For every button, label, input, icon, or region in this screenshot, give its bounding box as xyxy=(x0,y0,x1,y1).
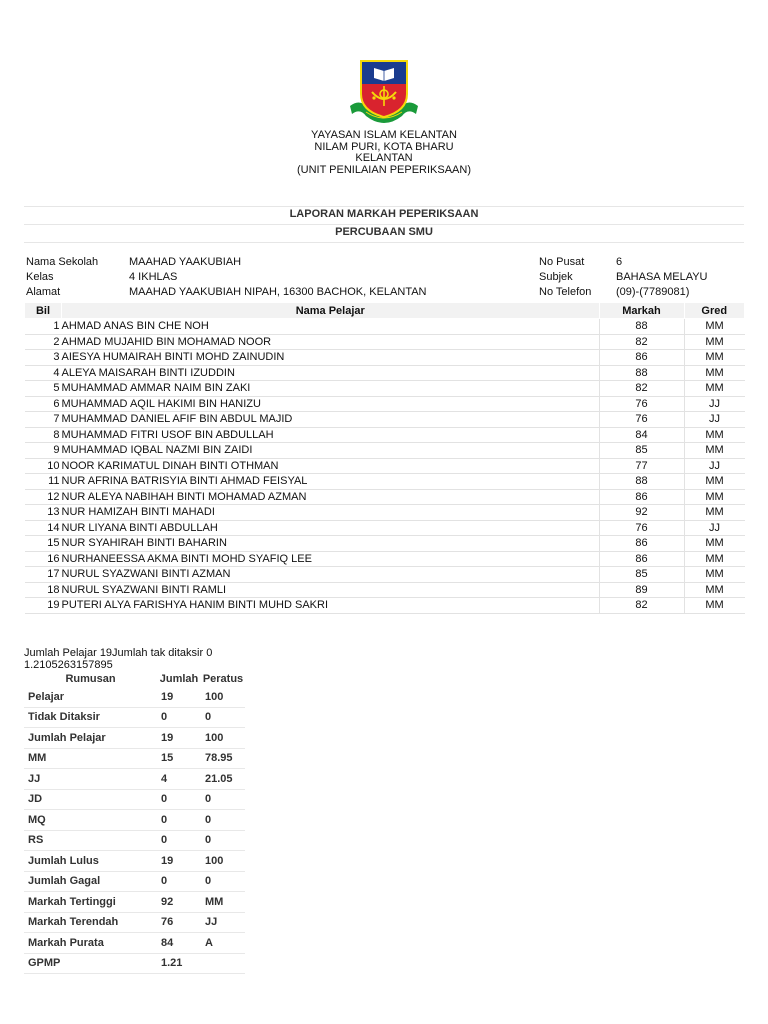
rumusan-peratus: 0 xyxy=(201,871,245,892)
student-markah: 76 xyxy=(599,396,684,412)
rumusan-peratus: MM xyxy=(201,892,245,913)
student-markah: 76 xyxy=(599,520,684,536)
table-header-row xyxy=(24,671,245,687)
student-markah: 82 xyxy=(599,334,684,350)
divider xyxy=(24,224,744,225)
table-row xyxy=(25,505,745,521)
kelas-label: Kelas xyxy=(26,271,54,283)
rumusan-peratus: 100 xyxy=(201,687,245,707)
student-name: NUR AFRINA BATRISYIA BINTI AHMAD FEISYAL xyxy=(62,474,600,490)
summary-line-1: Jumlah Pelajar 19Jumlah tak ditaksir 0 xyxy=(24,647,213,659)
student-bil: 19 xyxy=(25,598,62,614)
table-row xyxy=(24,769,245,790)
student-markah: 85 xyxy=(599,443,684,459)
column-header-gred: Gred xyxy=(684,303,745,319)
student-markah: 77 xyxy=(599,458,684,474)
student-gred: MM xyxy=(684,350,745,366)
table-row xyxy=(25,474,745,490)
rumusan-peratus: 0 xyxy=(201,789,245,810)
table-row xyxy=(24,789,245,810)
student-markah: 86 xyxy=(599,536,684,552)
divider xyxy=(24,242,744,243)
student-bil: 17 xyxy=(25,567,62,583)
org-name: YAYASAN ISLAM KELANTAN xyxy=(311,129,457,141)
student-name: MUHAMMAD IQBAL NAZMI BIN ZAIDI xyxy=(62,443,600,459)
student-bil: 1 xyxy=(25,319,62,335)
no-telefon-label: No Telefon xyxy=(539,286,592,298)
table-row xyxy=(24,687,245,707)
rumusan-label: JJ xyxy=(24,769,157,790)
student-gred: MM xyxy=(684,474,745,490)
student-markah: 82 xyxy=(599,598,684,614)
rumusan-jumlah: 92 xyxy=(157,892,201,913)
column-header-nama: Nama Pelajar xyxy=(62,303,600,319)
table-row xyxy=(24,830,245,851)
table-row xyxy=(25,365,745,381)
rumusan-peratus: JJ xyxy=(201,912,245,933)
rumusan-label: Jumlah Lulus xyxy=(24,851,157,872)
student-bil: 18 xyxy=(25,582,62,598)
nama-sekolah-label: Nama Sekolah xyxy=(26,256,99,268)
student-name: NURUL SYAZWANI BINTI RAMLI xyxy=(62,582,600,598)
student-bil: 12 xyxy=(25,489,62,505)
table-row xyxy=(24,953,245,974)
rumusan-label: JD xyxy=(24,789,157,810)
organization-header xyxy=(0,130,768,176)
student-markah: 86 xyxy=(599,489,684,505)
student-markah: 84 xyxy=(599,427,684,443)
student-name: AHMAD MUJAHID BIN MOHAMAD NOOR xyxy=(62,334,600,350)
rumusan-peratus: A xyxy=(201,933,245,954)
student-markah: 88 xyxy=(599,365,684,381)
student-name: NURUL SYAZWANI BINTI AZMAN xyxy=(62,567,600,583)
student-marks-table xyxy=(24,302,745,614)
kelas-value: 4 IKHLAS xyxy=(129,271,178,283)
student-markah: 89 xyxy=(599,582,684,598)
rumusan-jumlah: 76 xyxy=(157,912,201,933)
student-markah: 88 xyxy=(599,474,684,490)
rumusan-label: GPMP xyxy=(24,953,157,974)
report-title: LAPORAN MARKAH PEPERIKSAAN xyxy=(289,208,479,220)
student-markah: 86 xyxy=(599,551,684,567)
no-telefon-value: (09)-(7789081) xyxy=(616,286,690,298)
table-row xyxy=(25,551,745,567)
student-markah: 92 xyxy=(599,505,684,521)
rumusan-jumlah: 0 xyxy=(157,871,201,892)
rumusan-label: MM xyxy=(24,748,157,769)
student-markah: 85 xyxy=(599,567,684,583)
rumusan-jumlah: 19 xyxy=(157,728,201,749)
column-header-jumlah: Jumlah xyxy=(157,671,201,687)
rumusan-jumlah: 4 xyxy=(157,769,201,790)
student-markah: 86 xyxy=(599,350,684,366)
student-name: NUR SYAHIRAH BINTI BAHARIN xyxy=(62,536,600,552)
student-name: ALEYA MAISARAH BINTI IZUDDIN xyxy=(62,365,600,381)
org-address: NILAM PURI, KOTA BHARU xyxy=(314,140,454,153)
student-gred: MM xyxy=(684,365,745,381)
rumusan-peratus: 21.05 xyxy=(201,769,245,790)
table-row xyxy=(25,427,745,443)
rumusan-peratus: 78.95 xyxy=(201,748,245,769)
table-row xyxy=(25,567,745,583)
rumusan-jumlah: 84 xyxy=(157,933,201,954)
rumusan-peratus: 100 xyxy=(201,851,245,872)
divider xyxy=(24,206,744,207)
table-row xyxy=(25,319,745,335)
column-header-markah: Markah xyxy=(599,303,684,319)
student-name: NUR ALEYA NABIHAH BINTI MOHAMAD AZMAN xyxy=(62,489,600,505)
student-gred: MM xyxy=(684,551,745,567)
student-gred: MM xyxy=(684,536,745,552)
student-bil: 10 xyxy=(25,458,62,474)
student-bil: 3 xyxy=(25,350,62,366)
student-name: NUR LIYANA BINTI ABDULLAH xyxy=(62,520,600,536)
rumusan-label: Markah Tertinggi xyxy=(24,892,157,913)
rumusan-peratus xyxy=(201,953,245,974)
no-pusat-value: 6 xyxy=(616,256,623,268)
student-bil: 9 xyxy=(25,443,62,459)
student-gred: MM xyxy=(684,334,745,350)
rumusan-jumlah: 19 xyxy=(157,687,201,707)
student-gred: MM xyxy=(684,489,745,505)
student-name: MUHAMMAD FITRI USOF BIN ABDULLAH xyxy=(62,427,600,443)
subjek-value: BAHASA MELAYU xyxy=(616,271,708,283)
student-bil: 7 xyxy=(25,412,62,428)
student-bil: 16 xyxy=(25,551,62,567)
rumusan-peratus: 100 xyxy=(201,728,245,749)
table-row xyxy=(24,728,245,749)
student-name: MUHAMMAD AMMAR NAIM BIN ZAKI xyxy=(62,381,600,397)
student-gred: JJ xyxy=(684,458,745,474)
table-row xyxy=(24,851,245,872)
student-gred: JJ xyxy=(684,520,745,536)
table-row xyxy=(24,707,245,728)
rumusan-jumlah: 0 xyxy=(157,830,201,851)
no-pusat-label: No Pusat xyxy=(539,256,585,268)
table-row xyxy=(25,489,745,505)
student-bil: 6 xyxy=(25,396,62,412)
report-subtitle: PERCUBAAN SMU xyxy=(335,226,433,238)
student-gred: MM xyxy=(684,505,745,521)
table-row xyxy=(24,933,245,954)
table-row xyxy=(24,912,245,933)
table-row xyxy=(25,598,745,614)
rumusan-label: Jumlah Gagal xyxy=(24,871,157,892)
student-gred: MM xyxy=(684,567,745,583)
org-unit: (UNIT PENILAIAN PEPERIKSAAN) xyxy=(296,163,471,176)
rumusan-label: Pelajar xyxy=(24,687,157,707)
student-gred: JJ xyxy=(684,412,745,428)
rumusan-jumlah: 0 xyxy=(157,789,201,810)
table-row xyxy=(25,350,745,366)
org-state: KELANTAN xyxy=(355,152,413,164)
rumusan-jumlah: 0 xyxy=(157,707,201,728)
student-bil: 15 xyxy=(25,536,62,552)
rumusan-label: RS xyxy=(24,830,157,851)
student-gred: MM xyxy=(684,598,745,614)
rumusan-jumlah: 1.21 xyxy=(157,953,201,974)
student-name: AIESYA HUMAIRAH BINTI MOHD ZAINUDIN xyxy=(62,350,600,366)
student-gred: JJ xyxy=(684,396,745,412)
column-header-bil: Bil xyxy=(25,303,62,319)
table-row xyxy=(25,536,745,552)
yayasan-logo xyxy=(346,58,422,126)
rumusan-label: Markah Purata xyxy=(24,933,157,954)
rumusan-peratus: 0 xyxy=(201,830,245,851)
student-bil: 2 xyxy=(25,334,62,350)
student-gred: MM xyxy=(684,319,745,335)
student-markah: 82 xyxy=(599,381,684,397)
student-gred: MM xyxy=(684,427,745,443)
table-row xyxy=(25,381,745,397)
student-bil: 8 xyxy=(25,427,62,443)
rumusan-label: Markah Terendah xyxy=(24,912,157,933)
student-name: MUHAMMAD AQIL HAKIMI BIN HANIZU xyxy=(62,396,600,412)
student-name: NURHANEESSA AKMA BINTI MOHD SYAFIQ LEE xyxy=(62,551,600,567)
summary-text xyxy=(24,648,212,671)
table-row xyxy=(25,396,745,412)
subjek-label: Subjek xyxy=(539,271,573,283)
student-gred: MM xyxy=(684,381,745,397)
alamat-label: Alamat xyxy=(26,286,61,298)
rumusan-peratus: 0 xyxy=(201,810,245,831)
table-row xyxy=(25,458,745,474)
student-name: NUR HAMIZAH BINTI MAHADI xyxy=(62,505,600,521)
column-header-peratus: Peratus xyxy=(202,673,244,685)
rumusan-jumlah: 15 xyxy=(157,748,201,769)
table-row xyxy=(25,443,745,459)
table-row xyxy=(25,520,745,536)
table-row xyxy=(25,582,745,598)
alamat-value: MAAHAD YAAKUBIAH NIPAH, 16300 BACHOK, KELANTAN xyxy=(129,286,427,298)
table-row xyxy=(24,748,245,769)
student-bil: 14 xyxy=(25,520,62,536)
table-header-row xyxy=(25,303,745,319)
student-gred: MM xyxy=(684,582,745,598)
table-row xyxy=(24,871,245,892)
rumusan-jumlah: 19 xyxy=(157,851,201,872)
student-markah: 76 xyxy=(599,412,684,428)
student-bil: 5 xyxy=(25,381,62,397)
nama-sekolah-value: MAAHAD YAAKUBIAH xyxy=(129,256,242,268)
rumusan-label: Tidak Ditaksir xyxy=(24,707,157,728)
student-gred: MM xyxy=(684,443,745,459)
table-row xyxy=(25,334,745,350)
table-row xyxy=(25,412,745,428)
student-name: NOOR KARIMATUL DINAH BINTI OTHMAN xyxy=(62,458,600,474)
student-markah: 88 xyxy=(599,319,684,335)
student-name: AHMAD ANAS BIN CHE NOH xyxy=(62,319,600,335)
student-name: PUTERI ALYA FARISHYA HANIM BINTI MUHD SAKRI xyxy=(62,598,600,614)
rumusan-label: Jumlah Pelajar xyxy=(24,728,157,749)
rumusan-peratus: 0 xyxy=(201,707,245,728)
student-bil: 13 xyxy=(25,505,62,521)
student-bil: 4 xyxy=(25,365,62,381)
rumusan-label: MQ xyxy=(24,810,157,831)
table-row xyxy=(24,810,245,831)
rumusan-jumlah: 0 xyxy=(157,810,201,831)
summary-line-2: 1.2105263157895 xyxy=(24,658,113,671)
student-name: MUHAMMAD DANIEL AFIF BIN ABDUL MAJID xyxy=(62,412,600,428)
table-row xyxy=(24,892,245,913)
student-bil: 11 xyxy=(25,474,62,490)
rumusan-table xyxy=(24,671,245,974)
column-header-rumusan: Rumusan xyxy=(24,671,157,687)
